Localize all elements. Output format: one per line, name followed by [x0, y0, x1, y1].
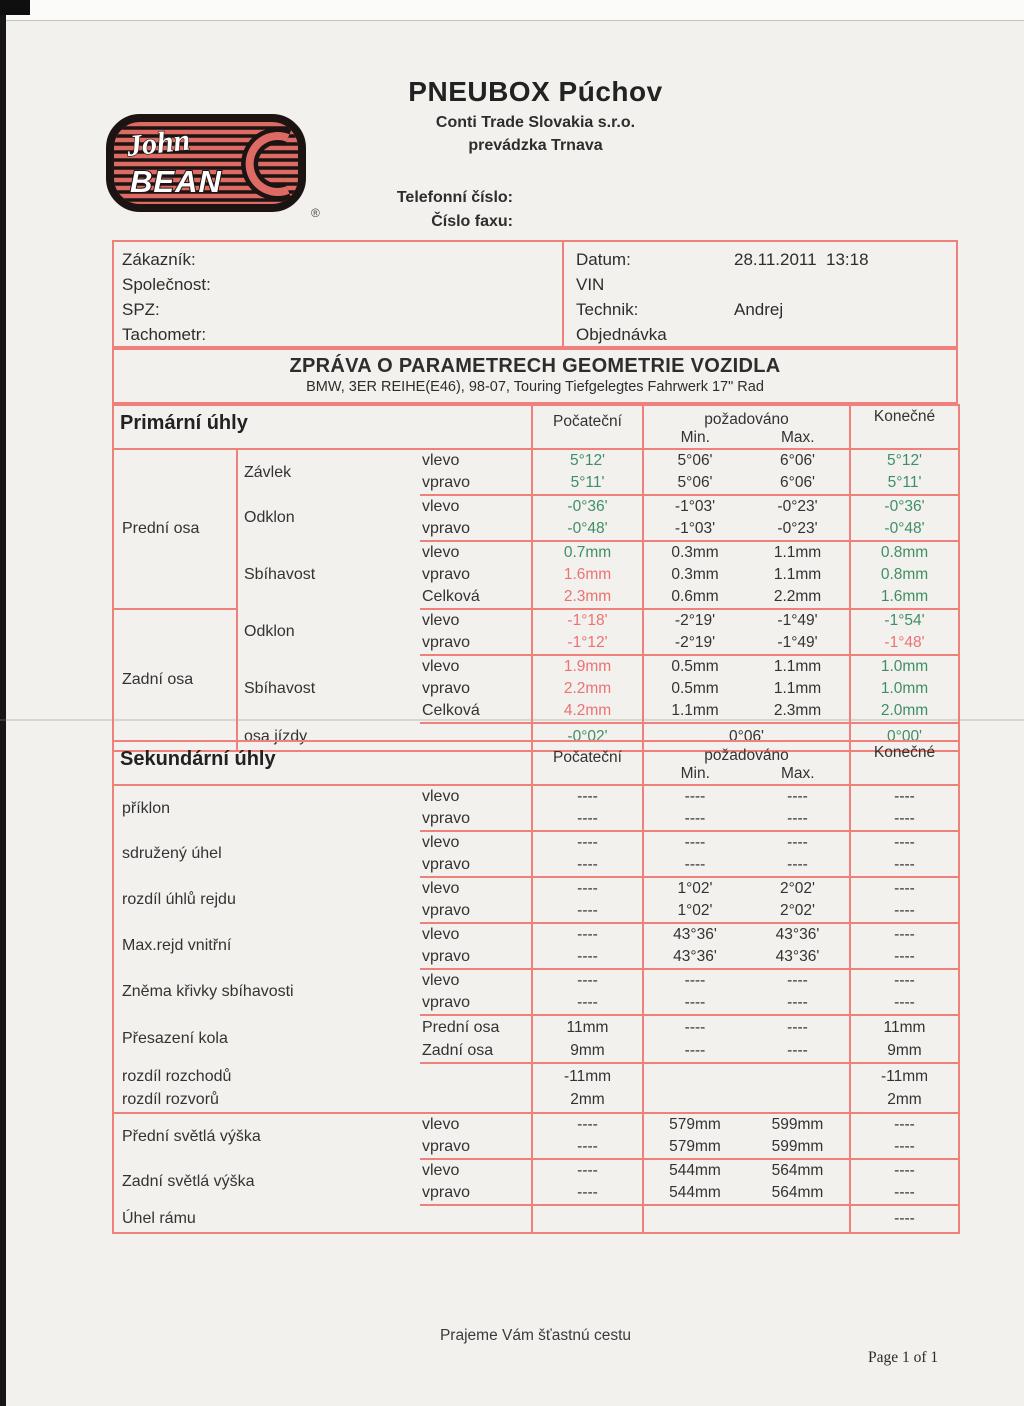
required-min-value: -1°03'	[643, 518, 746, 541]
initial-value: 9mm	[532, 1039, 643, 1063]
final-value: 0.8mm	[850, 541, 959, 564]
required-min-value: 0.3mm	[643, 541, 746, 564]
final-value: ----	[850, 992, 959, 1015]
initial-value: -0°36'	[532, 495, 643, 518]
table-row	[113, 655, 959, 678]
customer-info-box	[112, 240, 958, 348]
required-min-value: 1.1mm	[643, 700, 746, 723]
column-max: Max.	[780, 765, 815, 782]
final-value: ----	[850, 854, 959, 877]
initial-value: ----	[532, 969, 643, 992]
parameter-cell: Odklon	[244, 623, 295, 640]
primary-header-row	[113, 405, 959, 449]
table-row	[113, 1063, 959, 1113]
parameter-cell: Závlek	[244, 463, 292, 481]
parameter-cell	[113, 1063, 420, 1113]
parameter-cell: Zadní světlá výška	[122, 1173, 255, 1190]
final-value: ----	[850, 1113, 959, 1136]
registered-trademark-icon: ®	[311, 206, 320, 220]
table-row	[113, 1205, 959, 1233]
report-title-box	[112, 348, 958, 404]
side-cell: vlevo	[422, 1116, 460, 1133]
secondary-header-row	[113, 741, 959, 785]
side-cell: vpravo	[420, 900, 532, 923]
required-max-value: ----	[746, 808, 850, 831]
secondary-section-title: Sekundární úhly	[113, 741, 532, 785]
final-value: 9mm	[850, 1039, 959, 1063]
column-final: Konečné	[850, 405, 959, 449]
required-min-value: ----	[643, 831, 746, 854]
table-row	[113, 609, 959, 632]
customer-label: Zákazník:	[122, 250, 196, 269]
final-value: 1.0mm	[850, 678, 959, 700]
side-cell: vpravo	[420, 992, 532, 1015]
side-cell: vpravo	[420, 632, 532, 655]
initial-value: 2.3mm	[532, 586, 643, 609]
table-row	[113, 1159, 959, 1182]
parameter-cell: Odklon	[244, 509, 295, 526]
required-max-value: ----	[746, 1039, 850, 1063]
initial-value: -1°18'	[532, 609, 643, 632]
final-value: 1.6mm	[850, 586, 959, 609]
initial-value: ----	[532, 900, 643, 923]
column-final: Konečné	[850, 741, 959, 785]
required-max-value: ----	[746, 854, 850, 877]
table-row	[113, 495, 959, 518]
required-max-value: ----	[787, 834, 808, 851]
date-label: Datum:	[576, 250, 631, 269]
required-max-value: -0°23'	[746, 518, 850, 541]
required-max-value: 43°36'	[775, 926, 820, 943]
final-value: ----	[850, 900, 959, 923]
side-cell: vlevo	[422, 1162, 460, 1179]
final-value: -1°48'	[850, 632, 959, 655]
required-min-value: 579mm	[643, 1136, 746, 1159]
side-cell: vlevo	[422, 834, 460, 851]
table-row	[113, 969, 959, 992]
customer-labels	[114, 242, 562, 346]
initial-value: 5°11'	[532, 472, 643, 495]
required-max-value: 2.2mm	[746, 586, 850, 609]
report-title: ZPRÁVA O PARAMETRECH GEOMETRIE VOZIDLA	[289, 355, 781, 377]
initial-value: ----	[532, 785, 643, 808]
track-diff-label: rozdíl rozchodů	[122, 1067, 232, 1085]
required-max-value: ----	[746, 992, 850, 1015]
required-max-value: ----	[787, 972, 808, 989]
side-cell: Prední osa	[422, 1018, 500, 1036]
order-label: Objednávka	[576, 325, 667, 344]
parameter-cell: sdružený úhel	[122, 845, 222, 862]
plate-label: SPZ:	[122, 300, 160, 319]
required-max-value: ----	[787, 788, 808, 805]
side-cell: Celková	[420, 700, 532, 723]
parameter-cell: Úhel rámu	[122, 1209, 196, 1227]
axis-cell: Zadní osa	[113, 609, 237, 751]
final-value: -0°36'	[850, 495, 959, 518]
required-max-value: ----	[787, 1018, 808, 1036]
required-min-value: 5°06'	[643, 472, 746, 495]
required-max-value: -0°23'	[777, 498, 818, 515]
side-cell: Zadní osa	[420, 1039, 532, 1063]
required-min-value: 1°02'	[643, 877, 746, 900]
required-max-value: 564mm	[746, 1182, 850, 1205]
primary-angles-table	[112, 404, 960, 752]
final-line: -11mm	[880, 1068, 929, 1085]
table-row	[113, 449, 959, 472]
date-value: 28.11.2011 13:18	[734, 250, 869, 269]
column-max: Max.	[780, 429, 815, 446]
column-required	[643, 405, 850, 449]
vin-label: VIN	[576, 275, 605, 294]
axis-cell: Prední osa	[113, 449, 237, 609]
final-value: 1.0mm	[850, 655, 959, 678]
final-value: 0.8mm	[850, 564, 959, 586]
job-info	[562, 242, 956, 346]
scan-left-edge	[0, 0, 6, 1406]
company-label: Společnost:	[122, 275, 211, 294]
final-value: ----	[850, 877, 959, 900]
final-line: 2mm	[887, 1091, 922, 1108]
side-cell: Celková	[420, 586, 532, 609]
side-cell: vpravo	[420, 472, 532, 495]
required-min-value: 0.5mm	[643, 678, 746, 700]
scan-top-edge	[0, 0, 1024, 21]
final-value: -0°48'	[850, 518, 959, 541]
final-value: 5°12'	[850, 449, 959, 472]
final-value: ----	[850, 1182, 959, 1205]
required-min-value: ----	[643, 854, 746, 877]
contact-block	[280, 186, 513, 234]
column-min: Min.	[680, 765, 710, 782]
required-max-value: -1°49'	[777, 612, 818, 629]
initial-value: ----	[532, 808, 643, 831]
side-cell: vpravo	[420, 518, 532, 541]
odometer-label: Tachometr:	[122, 325, 207, 344]
initial-value: 1.6mm	[532, 564, 643, 586]
parameter-cell: Přesazení kola	[122, 1030, 228, 1047]
initial-value: ----	[532, 1136, 643, 1159]
side-cell: vpravo	[420, 946, 532, 969]
final-value: ----	[850, 1136, 959, 1159]
side-cell: vlevo	[422, 880, 460, 897]
final-value: ----	[850, 946, 959, 969]
required-max-value: 1.1mm	[773, 658, 822, 675]
required-value: 0°06'	[643, 723, 850, 751]
final-value: 11mm	[850, 1015, 959, 1039]
initial-value: ----	[532, 831, 643, 854]
wheelbase-diff-label: rozdíl rozvorů	[122, 1090, 219, 1108]
required-label: požadováno	[704, 411, 789, 428]
technician-value: Andrej	[734, 300, 784, 319]
parameter-cell: Sbíhavost	[244, 680, 316, 697]
initial-value: ----	[532, 1113, 643, 1136]
final-value: 0°00'	[850, 723, 959, 751]
required-max-value: 599mm	[746, 1136, 850, 1159]
required-max-value: 6°06'	[780, 452, 816, 469]
required-min-value: 5°06'	[643, 449, 746, 472]
final-value: ----	[850, 969, 959, 992]
initial-value: 5°12'	[532, 449, 643, 472]
farewell-message: Prajeme Vám šťastnú cestu	[439, 1327, 632, 1344]
table-row	[113, 923, 959, 946]
required-min-value: ----	[643, 969, 746, 992]
side-cell: vlevo	[422, 972, 460, 989]
initial-value: 0.7mm	[532, 541, 643, 564]
initial-value: ----	[532, 1159, 643, 1182]
required-max-value: 43°36'	[746, 946, 850, 969]
parameter-cell: Přední světlá výška	[122, 1127, 261, 1145]
initial-value: 1.9mm	[532, 655, 643, 678]
initial-value: ----	[532, 854, 643, 877]
side-cell: vlevo	[422, 498, 460, 515]
branch-name: prevádzka Trnava	[468, 137, 603, 154]
side-cell: vpravo	[420, 1182, 532, 1205]
required-max-value: 564mm	[771, 1162, 824, 1179]
required-max-value: 1.1mm	[773, 566, 822, 583]
initial-value: ----	[532, 923, 643, 946]
final-value: 5°11'	[850, 472, 959, 495]
table-row	[113, 831, 959, 854]
side-cell: vpravo	[422, 566, 471, 583]
parameter-cell: příklon	[122, 799, 171, 817]
required-max-value: -1°49'	[746, 632, 850, 655]
required-max-value: 1.1mm	[773, 680, 822, 697]
required-min-value: 0.6mm	[643, 586, 746, 609]
final-value: ----	[850, 831, 959, 854]
final-value: ----	[850, 808, 959, 831]
final-value: ----	[850, 1159, 959, 1182]
initial-value: 11mm	[532, 1015, 643, 1039]
initial-value	[532, 1063, 643, 1113]
primary-section-title: Primární úhly	[113, 405, 532, 449]
initial-value: ----	[532, 1182, 643, 1205]
logo-script-text: John	[125, 123, 192, 163]
logo-main-text: BEAN	[130, 164, 222, 199]
required-min-value: 0.3mm	[643, 564, 746, 586]
required-label: požadováno	[704, 747, 789, 764]
initial-value	[532, 1205, 643, 1233]
initial-value: 2.2mm	[532, 678, 643, 700]
table-row	[113, 541, 959, 564]
required-min-value: 579mm	[643, 1113, 746, 1136]
side-cell: vlevo	[422, 452, 460, 469]
required-min-value: 544mm	[643, 1159, 746, 1182]
required-max-value: 2.3mm	[746, 700, 850, 723]
column-required	[643, 741, 850, 785]
parameter-cell: Sbíhavost	[244, 566, 316, 583]
required-max-value: 2°02'	[779, 880, 816, 897]
vehicle-description: BMW, 3ER REIHE(E46), 98-07, Touring Tiefgelegtes Fahrwerk 17" Rad	[306, 379, 764, 395]
side-cell: vpravo	[420, 1136, 532, 1159]
required-min-value: ----	[643, 785, 746, 808]
required-min-value: 0.5mm	[643, 655, 746, 678]
table-row	[113, 877, 959, 900]
required-min-value: ----	[643, 1015, 746, 1039]
final-value: ----	[850, 1205, 959, 1233]
side-cell: vpravo	[420, 808, 532, 831]
initial-value: -1°12'	[532, 632, 643, 655]
side-cell: vlevo	[422, 658, 460, 675]
required-max-value: 6°06'	[746, 472, 850, 495]
secondary-angles-table	[112, 740, 960, 1234]
required-max-value: 2°02'	[746, 900, 850, 923]
side-cell: vpravo	[420, 854, 532, 877]
technician-label: Technik:	[576, 300, 639, 319]
required-min-value: 43°36'	[643, 923, 746, 946]
column-initial: Počateční	[532, 405, 643, 449]
side-cell: vlevo	[422, 544, 460, 561]
initial-line: 2mm	[570, 1091, 605, 1108]
final-value: ----	[850, 785, 959, 808]
required-min-value: -2°19'	[643, 632, 746, 655]
required-min-value: 1°02'	[643, 900, 746, 923]
fax-label: Číslo faxu:	[431, 213, 513, 230]
table-row	[113, 1015, 959, 1039]
initial-value: -0°02'	[532, 723, 643, 751]
initial-value: ----	[532, 992, 643, 1015]
required-min-value: 544mm	[643, 1182, 746, 1205]
scan-corner-shadow	[0, 0, 30, 15]
initial-line: -11mm	[563, 1068, 612, 1085]
parameter-cell: osa jízdy	[244, 728, 308, 745]
required-min-value: 43°36'	[643, 946, 746, 969]
required-value	[643, 1063, 850, 1113]
side-cell	[420, 1063, 532, 1113]
initial-value: -0°48'	[532, 518, 643, 541]
initial-value: ----	[532, 877, 643, 900]
required-value	[643, 1205, 850, 1233]
table-row	[113, 785, 959, 808]
final-value	[850, 1063, 959, 1113]
required-min-value: ----	[643, 1039, 746, 1063]
parameter-cell: Zněma křivky sbíhavosti	[122, 983, 294, 1000]
initial-value: 4.2mm	[532, 700, 643, 723]
page-title: PNEUBOX Púchov	[408, 76, 663, 107]
required-min-value: ----	[643, 808, 746, 831]
company-name: Conti Trade Slovakia s.r.o.	[435, 114, 636, 131]
side-cell: vlevo	[422, 788, 460, 805]
required-min-value: -2°19'	[643, 609, 746, 632]
side-cell: vlevo	[422, 926, 460, 943]
column-initial: Počateční	[532, 741, 643, 785]
page-number: Page 1 of 1	[868, 1349, 939, 1366]
side-cell: vlevo	[422, 612, 460, 629]
column-min: Min.	[680, 429, 710, 446]
required-max-value: 1.1mm	[773, 544, 822, 561]
parameter-cell: Max.rejd vnitřní	[122, 937, 232, 954]
required-min-value: ----	[643, 992, 746, 1015]
required-min-value: -1°03'	[643, 495, 746, 518]
required-max-value: 599mm	[771, 1116, 824, 1133]
parameter-cell: rozdíl úhlů rejdu	[122, 891, 236, 908]
final-value: -1°54'	[850, 609, 959, 632]
side-cell	[420, 1205, 532, 1233]
final-value: 2.0mm	[850, 700, 959, 723]
table-row	[113, 1113, 959, 1136]
final-value: ----	[850, 923, 959, 946]
side-cell: vpravo	[422, 680, 471, 697]
phone-label: Telefonní číslo:	[396, 189, 513, 206]
initial-value: ----	[532, 946, 643, 969]
